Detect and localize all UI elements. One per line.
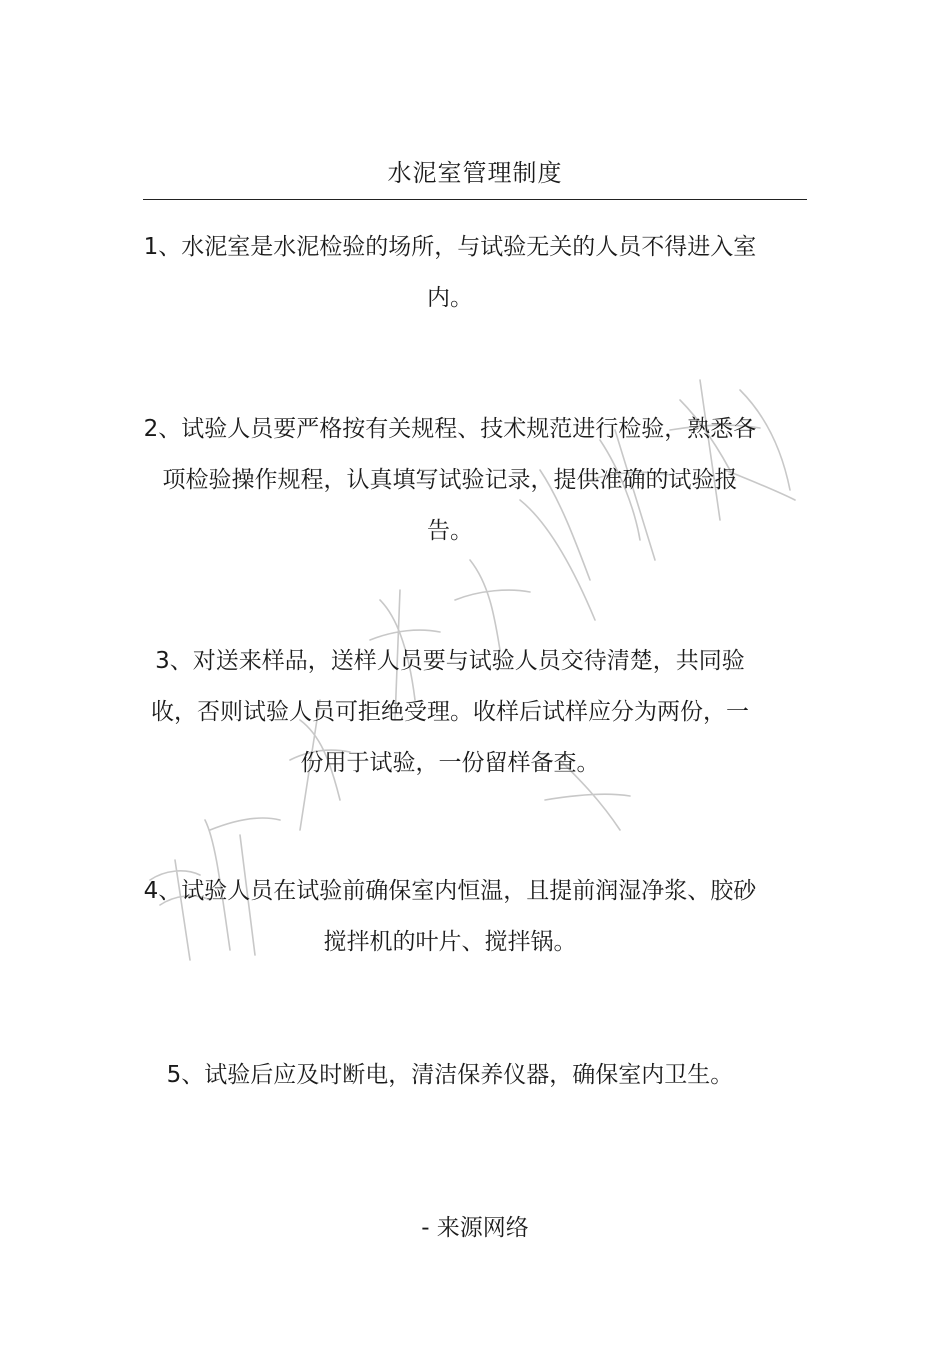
clause-4: 4、试验人员在试验前确保室内恒温，且提前润湿净浆、胶砂搅拌机的叶片、搅拌锅。 (143, 878, 757, 955)
clause-1: 1、水泥室是水泥检验的场所，与试验无关的人员不得进入室内。 (143, 234, 757, 311)
clause-5: 5、试验后应及时断电，清洁保养仪器，确保室内卫生。 (166, 1062, 734, 1088)
source-note: - 来源网络 (421, 1215, 529, 1241)
page-title: 水泥室管理制度 (387, 159, 563, 187)
title-divider (143, 199, 807, 200)
clause-3: 3、对送来样品，送样人员要与试验人员交待清楚，共同验收，否则试验人员可拒绝受理。收样后试样应分为两份，一份用于试验，一份留样备查。 (151, 648, 749, 776)
clause-2: 2、试验人员要严格按有关规程、技术规范进行检验，熟悉各项检验操作规程，认真填写试验记录，提供准确的试验报告。 (143, 416, 757, 544)
